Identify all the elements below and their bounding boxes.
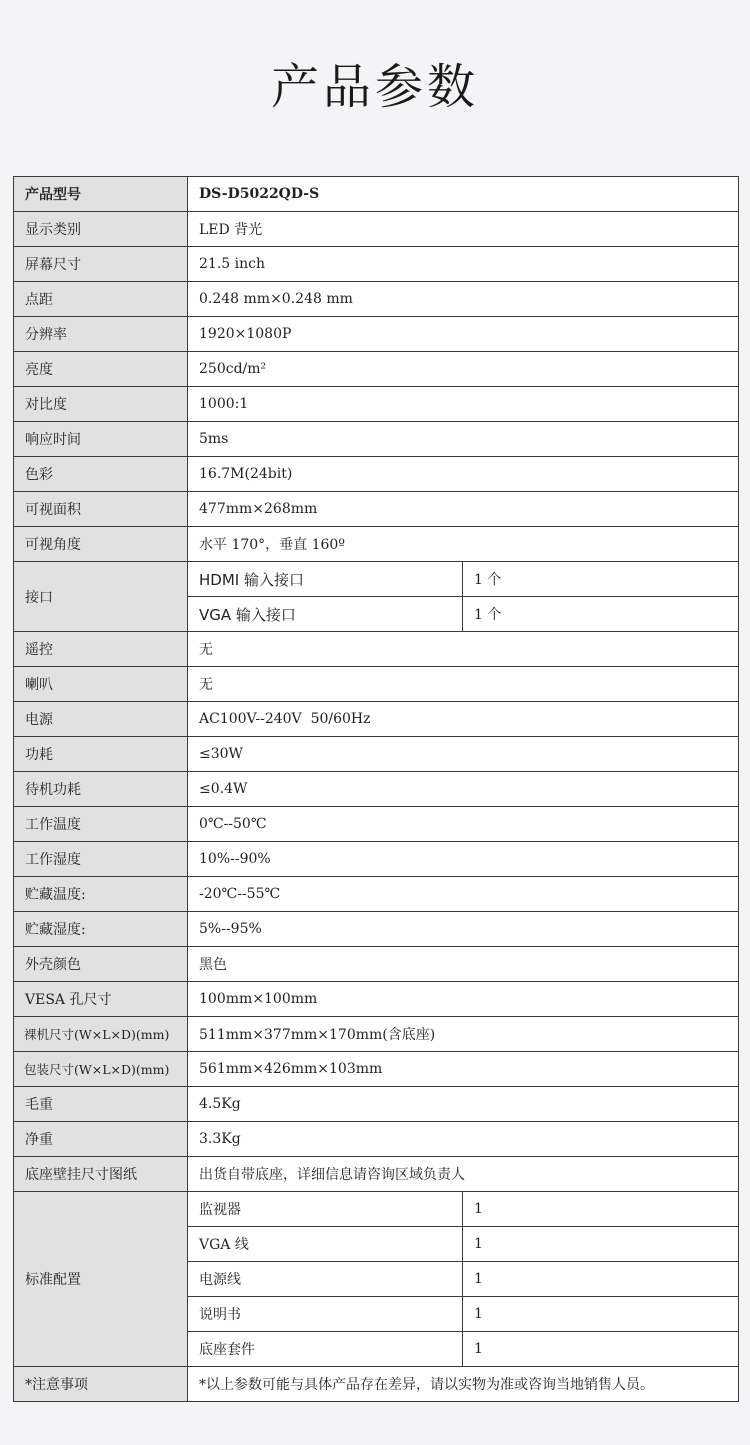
standard-item-qty: 1	[463, 1297, 739, 1332]
standard-item-name: 底座套件	[188, 1332, 463, 1367]
spec-label: 可视面积	[14, 492, 188, 527]
note-row	[14, 1367, 739, 1402]
spec-value: 561mm×426mm×103mm	[188, 1052, 739, 1087]
spec-value: 3.3Kg	[188, 1122, 739, 1157]
spec-value: ≤0.4W	[188, 772, 739, 807]
spec-row	[14, 1122, 739, 1157]
spec-label: 包装尺寸(W×L×D)(mm)	[14, 1052, 188, 1087]
spec-label: 喇叭	[14, 667, 188, 702]
spec-label: 功耗	[14, 737, 188, 772]
spec-row	[14, 947, 739, 982]
spec-value: 无	[188, 632, 739, 667]
spec-row	[14, 982, 739, 1017]
spec-row	[14, 527, 739, 562]
spec-value: 1920×1080P	[188, 317, 739, 352]
standard-item-name: 说明书	[188, 1297, 463, 1332]
interface-label: 接口	[14, 562, 188, 632]
spec-label: 可视角度	[14, 527, 188, 562]
spec-value: 21.5 inch	[188, 247, 739, 282]
spec-row-model	[14, 177, 739, 212]
spec-label: 响应时间	[14, 422, 188, 457]
spec-label: 裸机尺寸(W×L×D)(mm)	[14, 1017, 188, 1052]
spec-label: 显示类别	[14, 212, 188, 247]
standard-item-qty: 1	[463, 1332, 739, 1367]
page-title: 产品参数	[270, 59, 479, 115]
spec-value: DS-D5022QD-S	[188, 177, 739, 212]
spec-label: 电源	[14, 702, 188, 737]
spec-row	[14, 877, 739, 912]
spec-value: 477mm×268mm	[188, 492, 739, 527]
spec-value: -20℃--55℃	[188, 877, 739, 912]
spec-row	[14, 667, 739, 702]
spec-value: 16.7M(24bit)	[188, 457, 739, 492]
interface-row	[14, 562, 739, 597]
standard-item-name: 电源线	[188, 1262, 463, 1297]
spec-table	[13, 176, 739, 1402]
interface-name: VGA 输入接口	[188, 597, 463, 632]
spec-row	[14, 247, 739, 282]
spec-row	[14, 457, 739, 492]
spec-value: 5%--95%	[188, 912, 739, 947]
spec-label: 屏幕尺寸	[14, 247, 188, 282]
spec-label: 色彩	[14, 457, 188, 492]
standard-item-qty: 1	[463, 1227, 739, 1262]
spec-label: 净重	[14, 1122, 188, 1157]
spec-row	[14, 1017, 739, 1052]
spec-value: 4.5Kg	[188, 1087, 739, 1122]
spec-row	[14, 737, 739, 772]
spec-label: 毛重	[14, 1087, 188, 1122]
spec-value: 100mm×100mm	[188, 982, 739, 1017]
interface-qty: 1 个	[463, 562, 739, 597]
spec-label: VESA 孔尺寸	[14, 982, 188, 1017]
spec-value: ≤30W	[188, 737, 739, 772]
spec-row	[14, 282, 739, 317]
spec-row	[14, 772, 739, 807]
spec-label: 外壳颜色	[14, 947, 188, 982]
spec-row	[14, 1157, 739, 1192]
spec-value: 250cd/m²	[188, 352, 739, 387]
spec-label: 对比度	[14, 387, 188, 422]
spec-row	[14, 912, 739, 947]
spec-label: 底座壁挂尺寸图纸	[14, 1157, 188, 1192]
spec-row	[14, 807, 739, 842]
spec-label: 贮藏温度:	[14, 877, 188, 912]
standard-item-qty: 1	[463, 1262, 739, 1297]
spec-label: 分辨率	[14, 317, 188, 352]
spec-label: 亮度	[14, 352, 188, 387]
spec-row	[14, 1052, 739, 1087]
spec-value: 出货自带底座，详细信息请咨询区域负责人	[188, 1157, 739, 1192]
spec-row	[14, 212, 739, 247]
standard-row	[14, 1192, 739, 1227]
standard-label: 标准配置	[14, 1192, 188, 1367]
spec-value: 无	[188, 667, 739, 702]
spec-label: 产品型号	[14, 177, 188, 212]
spec-value: 0℃--50℃	[188, 807, 739, 842]
spec-row	[14, 387, 739, 422]
spec-value: 1000:1	[188, 387, 739, 422]
spec-row	[14, 317, 739, 352]
note-label: *注意事项	[14, 1367, 188, 1402]
spec-value: AC100V--240V 50/60Hz	[188, 702, 739, 737]
spec-row	[14, 492, 739, 527]
standard-item-name: 监视器	[188, 1192, 463, 1227]
spec-label: 贮藏湿度:	[14, 912, 188, 947]
spec-label: 工作温度	[14, 807, 188, 842]
spec-row	[14, 632, 739, 667]
standard-item-qty: 1	[463, 1192, 739, 1227]
spec-value: 0.248 mm×0.248 mm	[188, 282, 739, 317]
spec-label: 工作湿度	[14, 842, 188, 877]
spec-value: 5ms	[188, 422, 739, 457]
interface-qty: 1 个	[463, 597, 739, 632]
spec-row	[14, 702, 739, 737]
interface-name: HDMI 输入接口	[188, 562, 463, 597]
spec-value: 黑色	[188, 947, 739, 982]
spec-row	[14, 352, 739, 387]
spec-label: 遥控	[14, 632, 188, 667]
spec-value: 511mm×377mm×170mm(含底座)	[188, 1017, 739, 1052]
spec-value: LED 背光	[188, 212, 739, 247]
spec-row	[14, 1087, 739, 1122]
spec-value: 水平 170°，垂直 160º	[188, 527, 739, 562]
note-value: *以上参数可能与具体产品存在差异，请以实物为准或咨询当地销售人员。	[188, 1367, 739, 1402]
spec-value: 10%--90%	[188, 842, 739, 877]
spec-row	[14, 842, 739, 877]
spec-label: 待机功耗	[14, 772, 188, 807]
spec-label: 点距	[14, 282, 188, 317]
spec-row	[14, 422, 739, 457]
standard-item-name: VGA 线	[188, 1227, 463, 1262]
